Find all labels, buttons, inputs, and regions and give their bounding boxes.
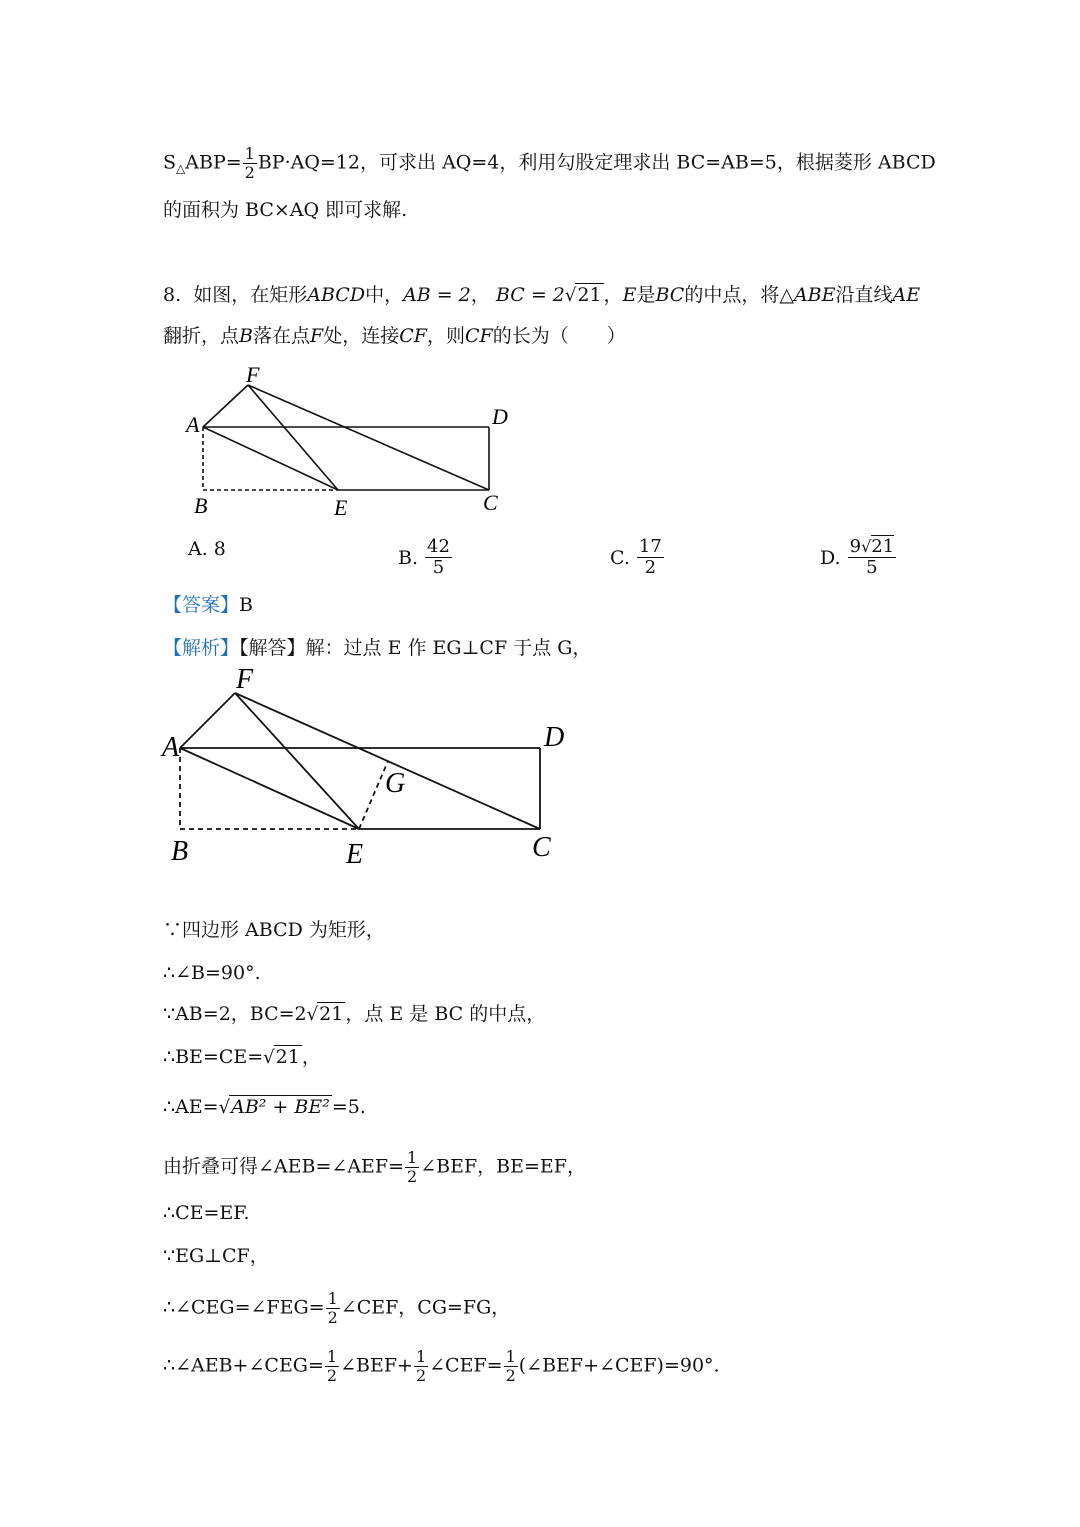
intro-line-1: $S_\triangle ABP=$ $\frac{1}{2}$ BP·AQ=12，可求出 AQ=4，利用勾股定理求出 BC=AB=5，根据菱形 ABCD	[163, 144, 936, 182]
option-b[interactable]: B. $\frac{42}{5}$	[398, 536, 450, 578]
step-9: ∴∠CEG=∠FEG= $\frac{1}{2}$ ∠CEF，CG=FG，	[163, 1289, 511, 1327]
figure-2-rectangle-fold-with-g	[160, 660, 580, 875]
label-A: A	[186, 412, 200, 437]
question-line-2: 翻折，点B落在点F处，连接CF，则CF的长为（ ）	[163, 325, 626, 347]
intro-line-2: 的面积为 BC×AQ 即可求解.	[163, 199, 408, 221]
figure-1-rectangle-fold	[180, 360, 520, 525]
option-a[interactable]: A. 8	[188, 538, 226, 560]
step-5: ∴AE=√AB² + BE² =5.	[163, 1096, 366, 1118]
analysis-line: 【解析】【解答】解：过点 E 作 EG⊥CF 于点 G，	[163, 637, 592, 659]
step-4: ∴BE=CE=√21 ，	[163, 1046, 321, 1068]
label-B: B	[194, 493, 208, 518]
label-C: C	[483, 490, 498, 515]
step-3: ∵AB=2，BC=2√21 ，点 E 是 BC 的中点，	[163, 1003, 546, 1025]
step-1: ∵四边形 ABCD 为矩形，	[163, 919, 385, 941]
step-7: ∴CE=EF.	[163, 1202, 250, 1224]
label-F: F	[236, 664, 254, 695]
option-d[interactable]: D. $\frac{9√21}{5}$	[820, 536, 895, 578]
label-E: E	[346, 839, 364, 870]
step-8: ∵EG⊥CF，	[163, 1245, 269, 1267]
label-D: D	[544, 722, 565, 753]
label-G: G	[385, 768, 406, 799]
answer-line: 【答案】B	[163, 594, 253, 616]
question-line-1: 8. 如图，在矩形ABCD中，AB = 2， BC = 2√21 ，E是BC的中点，将△ABE沿直线AE	[163, 284, 921, 306]
option-c[interactable]: C. $\frac{17}{2}$	[610, 536, 662, 578]
step-10: ∴∠AEB+∠CEG= $\frac{1}{2}$ ∠BEF+ $\frac{1}{2}$ ∠CEF= $\frac{1}{2}$ (∠BEF+∠CEF)=90°.	[163, 1347, 720, 1385]
label-F: F	[246, 362, 260, 387]
label-E: E	[334, 495, 348, 520]
step-6: 由折叠可得∠AEB=∠AEF= $\frac{1}{2}$ ∠BEF，BE=EF，	[163, 1148, 586, 1186]
label-B: B	[171, 836, 189, 867]
fraction-half: $\frac{1}{2}$	[244, 144, 255, 182]
label-D: D	[492, 404, 508, 429]
label-C: C	[532, 832, 551, 863]
step-2: ∴∠B=90°.	[163, 962, 261, 984]
label-A: A	[162, 732, 180, 763]
